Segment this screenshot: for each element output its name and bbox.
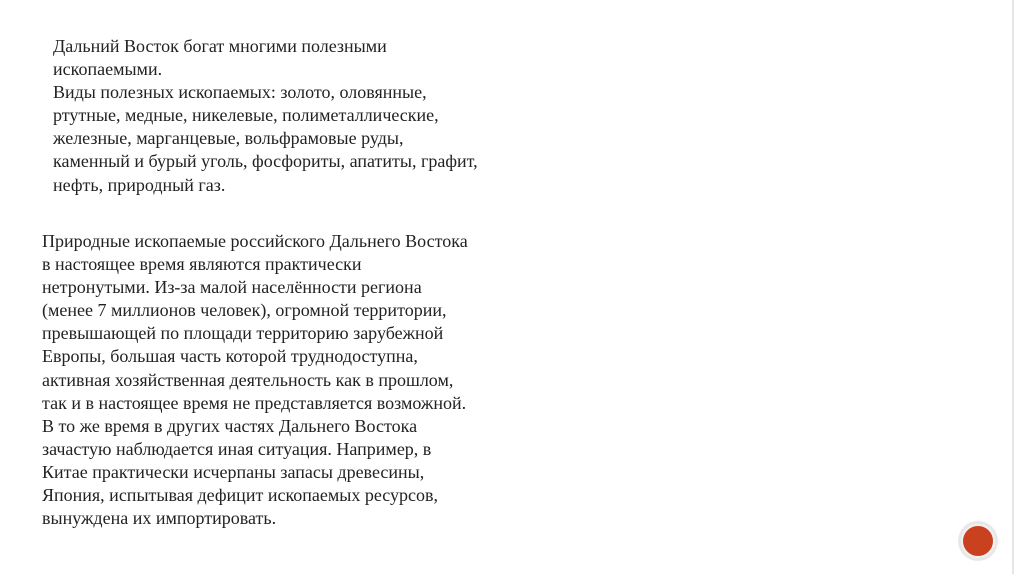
resources-description-text: Природные ископаемые российского Дальнего Востока в настоящее время являются практически нетронутыми. Из-за малой населённости региона (менее 7 миллионов человек), огромной территории, превышающей по площади территорию зарубежной Европы, большая часть которой труднодоступна, активная хозяйственная деятельность как в прошлом, так и в настоящее время не представляется возможной. В то же время в других частях Дальнего Востока зачастую наблюдается иная ситуация. Например, в Китае практически исчерпаны запасы древесины, Япония, испытывая дефицит ископаемых ресурсов, вынуждена их импортировать. — [42, 231, 468, 529]
circle-icon — [961, 524, 995, 558]
next-slide-button[interactable] — [958, 521, 998, 561]
minerals-overview-text: Дальний Восток богат многими полезными ископаемыми. Виды полезных ископаемых: золото, оловянные, ртутные, медные, никелевые, полиметаллические, железные, марганцевые, вольфрамовые руды, каменный и бурый уголь, фосфориты, апатиты, графит, нефть, природный газ. — [53, 36, 478, 195]
slide-edge-divider — [1012, 0, 1014, 574]
